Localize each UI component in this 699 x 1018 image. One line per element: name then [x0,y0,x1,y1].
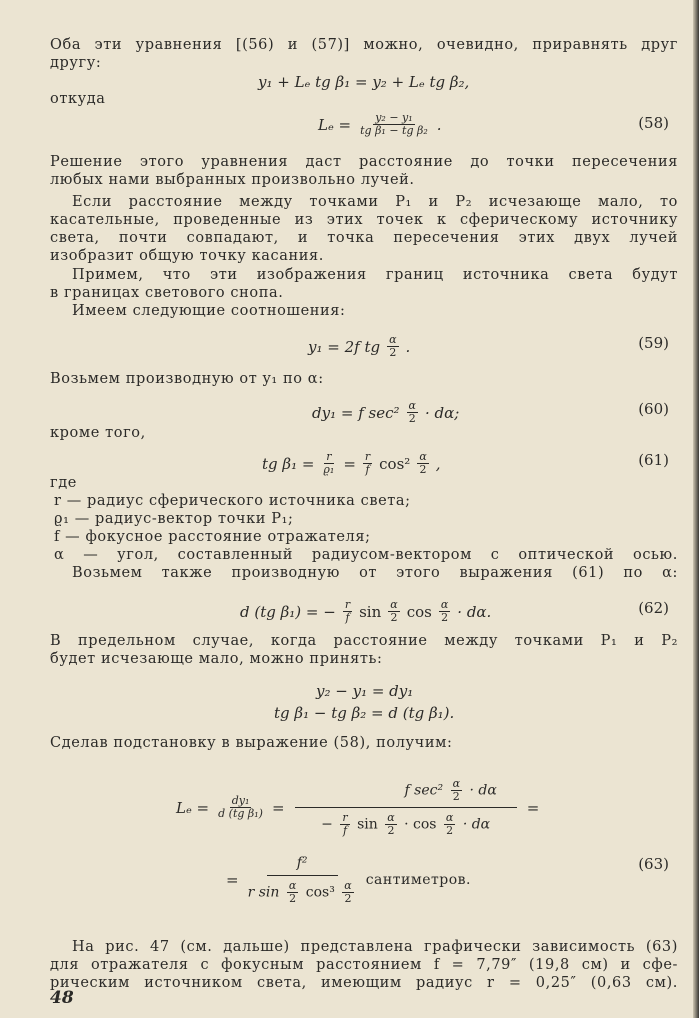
eq-part: cos³ [305,884,335,901]
eq-part: dy₁ = f sec² [312,403,400,422]
text-line: Имеем следующие соотношения: [72,303,346,319]
text-line: В предельном случае, когда расстояние между точками P₁ и P₂ [50,633,678,649]
eq-part: = [271,798,285,817]
text-line: для отражателя с фокусным расстоянием f = 7,79″ (19,8 см) и сфе- [50,957,678,973]
denominator [246,876,359,905]
equation-59 [308,334,410,359]
equation-number: (60) [638,400,669,418]
numerator: α [440,598,449,611]
text-line: будет исчезающе мало, можно принять: [50,651,383,667]
eq-part: · dα [469,782,497,799]
text-line: ϱ₁ — радиус-вектор точки P₁; [54,511,294,527]
fraction [363,451,372,476]
equation: y₁ + Lₑ tg β₁ = y₂ + Lₑ tg β₂, [258,73,470,91]
equation: y₂ − y₁ = dy₁ [316,682,414,700]
text-line: f — фокусное расстояние отражателя; [54,529,371,545]
equation-number: (63) [638,855,669,873]
eq-part: tg β₁ = [262,454,315,473]
denominator: 2 [289,892,297,905]
fraction [451,778,462,803]
text-line: Если расстояние между точками P₁ и P₂ исчезающе мало, то [72,194,678,210]
numerator: α [445,811,454,824]
text-line: изобразит общую точку касания. [50,248,324,264]
eq-part: · cos [404,816,437,833]
denominator: f [365,463,370,476]
eq-part: · dα; [424,403,460,422]
eq-part: . [405,337,411,356]
fraction [287,880,298,905]
equation-58 [318,112,442,137]
eq-part: cos² [379,454,411,473]
eq-part: сантиметров. [365,872,471,888]
text-line: Возьмем производную от y₁ по α: [50,371,324,387]
fraction [439,599,450,624]
fraction [407,400,418,425]
eq-part: = [343,454,356,473]
numerator: α [387,811,395,824]
equation-61 [262,451,441,476]
denominator [319,808,492,837]
denominator: 2 [452,790,460,803]
text-line: где [50,475,77,491]
eq-part: . [436,115,442,134]
eq-part: · dα. [457,602,492,621]
numerator: α [452,777,460,790]
eq-part: Lₑ = [176,798,210,817]
numerator: α [408,399,416,412]
text-line: Решение этого уравнения даст расстояние до точки пересечения [50,154,678,170]
equation-number: (58) [638,114,669,132]
fraction [358,112,430,137]
fraction [444,812,455,837]
numerator: α [288,879,297,892]
text-line: света, почти совпадают, и точка пересечения этих двух лучей [50,230,678,246]
equation-62 [240,599,491,624]
text-line: α — угол, составленный радиусом-вектором с оптической осью. [54,547,678,563]
fraction [295,778,517,837]
equation-number: (61) [638,451,669,469]
denominator: 2 [344,892,352,905]
numerator: f² [267,855,338,876]
denominator: 2 [446,824,454,837]
text-line: другу: [50,55,102,71]
equation-number: (62) [638,599,669,617]
fraction [321,451,336,476]
text-line: r — радиус сферического источника света; [54,493,411,509]
equation-60 [312,400,459,425]
denominator: f [345,611,350,624]
text-line: Примем, что эти изображения границ источника света будут [72,267,678,283]
text-line: откуда [50,91,106,107]
denominator: 2 [389,346,397,359]
fraction [417,451,428,476]
eq-part: r sin [247,884,280,901]
numerator: r [344,598,351,611]
fraction [388,599,399,624]
denominator: tg β₁ − tg β₂ [360,124,428,137]
text-line: кроме того, [50,425,146,441]
equation-63-second [226,855,471,905]
fraction [216,795,265,820]
numerator: α [344,879,352,892]
denominator: 2 [419,463,427,476]
denominator: 2 [390,611,398,624]
text-line: На рис. 47 (см. дальше) представлена графически зависимость (63) [72,939,678,955]
eq-part: f sec² [404,782,444,799]
denominator: 2 [408,412,416,425]
numerator: α [390,598,398,611]
denominator: f [342,824,348,837]
denominator: ϱ₁ [323,463,335,476]
eq-part: d (tg β₁) = − [240,602,336,621]
denominator: 2 [387,824,395,837]
fraction [387,334,398,359]
eq-part: sin [357,816,378,833]
denominator: 2 [441,611,449,624]
equation: tg β₁ − tg β₂ = d (tg β₁). [274,704,455,722]
numerator: dy₁ [231,794,250,807]
equation-number: (59) [638,334,669,352]
eq-part: = [526,798,540,817]
numerator: r [326,450,332,463]
eq-part: y₁ = 2f tg [308,337,381,356]
numerator: α [389,333,397,346]
eq-part: , [435,454,441,473]
eq-part: cos [406,602,432,621]
text-line: в границах светового снопа. [50,285,284,301]
text-line: Оба эти уравнения [(56) и (57)] можно, очевидно, приравнять друг [50,37,678,53]
fraction [385,812,396,837]
eq-part: − [321,816,333,833]
fraction [246,855,359,905]
equation-63-first [176,778,539,837]
text-line: любых нами выбранных произвольно лучей. [50,172,415,188]
numerator: r [364,450,371,463]
fraction [342,880,353,905]
eq-part: · dα [462,816,491,833]
numerator: r [342,811,348,824]
text-line: Сделав подстановку в выражение (58), получим: [50,735,453,751]
eq-part: Lₑ = [318,115,352,134]
text-line: Возьмем также производную от этого выражения (61) по α: [72,565,678,581]
denominator: d (tg β₁) [218,807,263,820]
numerator: y₂ − y₁ [375,111,413,124]
fraction [343,599,352,624]
numerator [295,778,517,808]
eq-part: sin [359,602,382,621]
eq-part: = [226,871,239,889]
numerator: α [419,450,427,463]
text-line: рическим источником света, имеющим радиус r = 0,25″ (0,63 см). [50,975,678,991]
page-number: 48 [50,988,74,1008]
page-edge [693,0,699,1018]
fraction [340,812,349,837]
text-line: касательные, проведенные из этих точек к сферическому источнику [50,212,678,228]
